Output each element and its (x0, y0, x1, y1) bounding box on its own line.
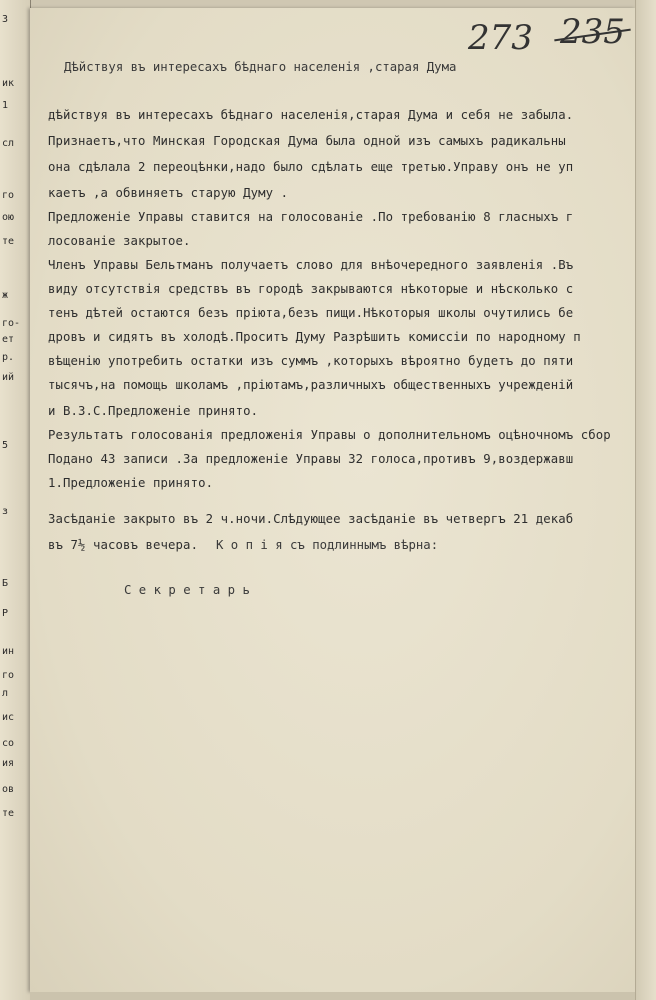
body-line: 1.Предложеніе принято. (48, 476, 214, 490)
margin-fragment: ия (2, 758, 15, 769)
body-line: тенъ дѣтей остаются безъ пріюта,безъ пищи.Нѣкоторыя школы очутились бе (48, 306, 574, 320)
body-line: дровъ и сидятъ въ холодѣ.Проситъ Думу Разрѣшить комиссіи по народному п (48, 330, 581, 344)
body-line: Результатъ голосованія предложенія Управы о дополнительномъ оцѣночномъ сбор (48, 428, 611, 442)
copy-certification: К о п і я съ подлиннымъ вѣрна: (216, 538, 439, 552)
margin-fragment: ий (2, 372, 15, 383)
page-header-line: Дѣйствуя въ интересахъ бѣднаго населенія ,старая Дума (64, 60, 457, 74)
margin-fragment: ж (2, 290, 9, 301)
margin-fragment: сл (2, 138, 15, 149)
body-line: Предложеніе Управы ставится на голосованіе .По требованію 8 гласныхъ г (48, 210, 574, 224)
margin-fragment: ов (2, 784, 15, 795)
crossed-out-number-text: 235 (560, 12, 625, 52)
body-line: дѣйствуя въ интересахъ бѣднаго населенія,старая Дума и себя не забыла. (48, 108, 574, 122)
secretary-signature-line: С е к р е т а р ь (124, 583, 250, 597)
body-line: она сдѣлала 2 переоцѣнки,надо было сдѣлать еще третью.Управу онъ не уп (48, 160, 574, 174)
document-page (30, 8, 636, 992)
margin-fragment: з (2, 506, 9, 517)
body-line: Членъ Управы Бельтманъ получаетъ слово для внѣочередного заявленія .Въ (48, 258, 574, 272)
body-line: лосованіе закрытое. (48, 234, 191, 248)
page-number: 273 (468, 18, 533, 58)
margin-fragment: го (2, 190, 15, 201)
margin-fragment: ис (2, 712, 15, 723)
body-line: и В.З.С.Предложеніе принято. (48, 404, 259, 418)
margin-fragment: р. (2, 352, 15, 363)
margin-fragment: ою (2, 212, 15, 223)
body-line: каетъ ,а обвиняетъ старую Думу . (48, 186, 289, 200)
margin-fragment: ет (2, 334, 15, 345)
page-bottom-edge (30, 992, 636, 1000)
underlying-page-right-edge (635, 0, 656, 1000)
body-line: Засѣданіе закрыто въ 2 ч.ночи.Слѣдующее засѣданіе въ четвергъ 21 декаб (48, 512, 574, 526)
margin-fragment: л (2, 688, 9, 699)
margin-fragment: 3 (2, 14, 9, 25)
margin-fragment: Б (2, 578, 9, 589)
margin-fragment: те (2, 236, 15, 247)
margin-fragment: ин (2, 646, 15, 657)
body-line: вѣщенію употребить остатки изъ суммъ ,которыхъ вѣроятно будетъ до пяти (48, 354, 574, 368)
margin-fragment: те (2, 808, 15, 819)
body-line: Признаетъ,что Минская Городская Дума была одной изъ самыхъ радикальны (48, 134, 566, 148)
crossed-out-page-number (560, 12, 625, 52)
body-line: виду отсутствія средствъ въ городѣ закрываются нѣкоторые и нѣсколько с (48, 282, 574, 296)
margin-fragment: ик (2, 78, 15, 89)
margin-fragment: Р (2, 608, 9, 619)
margin-fragment: 1 (2, 100, 9, 111)
margin-fragment: го (2, 670, 15, 681)
body-line: тысячъ,на помощь школамъ ,пріютамъ,различныхъ общественныхъ учрежденій (48, 378, 574, 392)
margin-fragment: 5 (2, 440, 9, 451)
margin-fragment: го- (2, 318, 21, 329)
margin-fragment: со (2, 738, 15, 749)
body-line: въ 7½ часовъ вечера. (48, 538, 199, 552)
underlying-page-edge (0, 0, 31, 1000)
body-line: Подано 43 записи .За предложеніе Управы 32 голоса,противъ 9,воздержавш (48, 452, 574, 466)
